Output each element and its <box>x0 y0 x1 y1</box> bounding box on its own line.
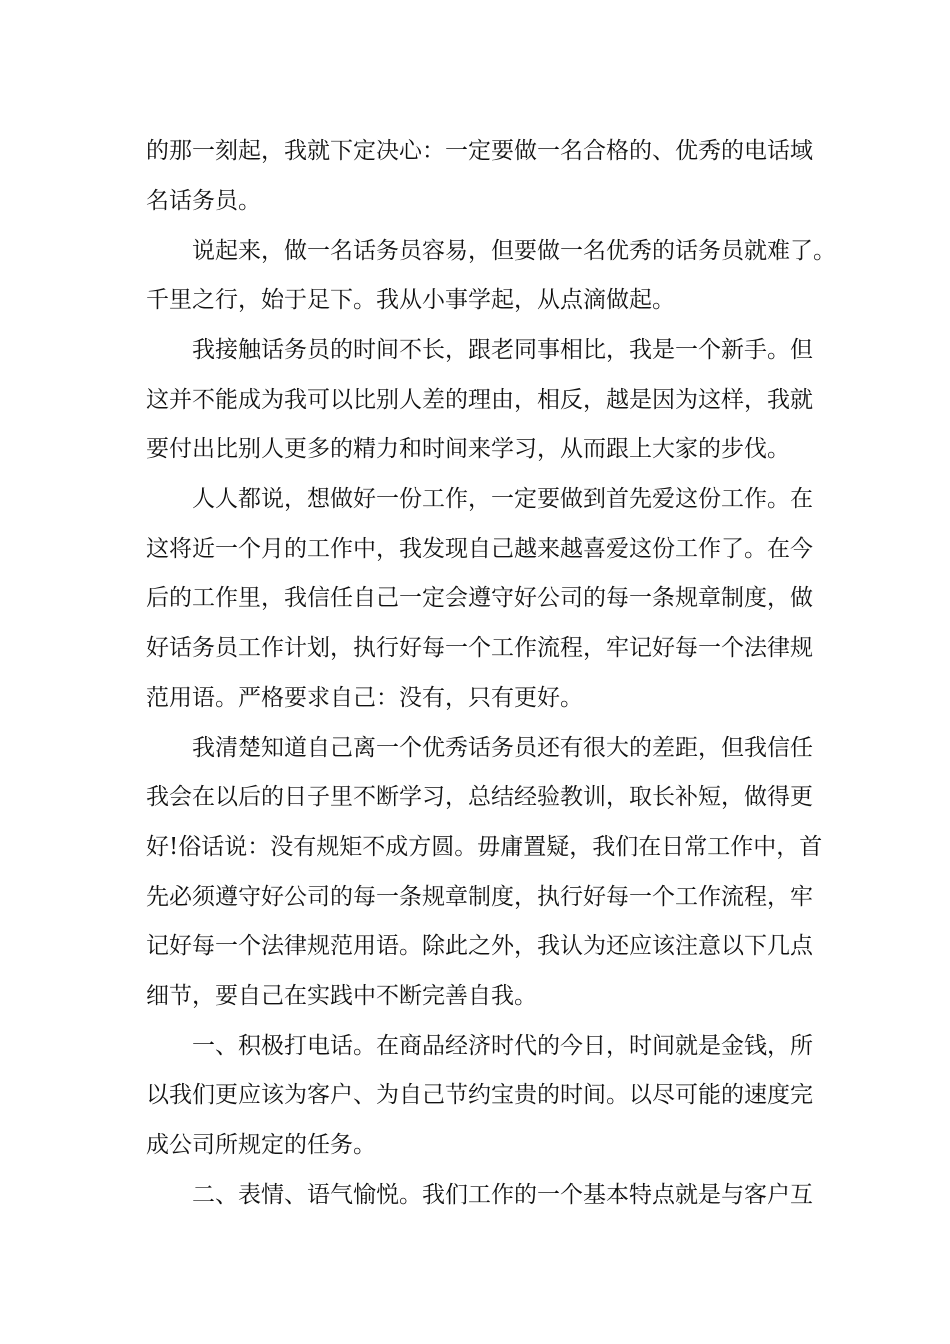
text-line: 成公司所规定的任务。 <box>146 1132 376 1158</box>
text-line: 人人都说，想做好一份工作，一定要做到首先爱这份工作。在 <box>192 486 813 512</box>
text-line: 名话务员。 <box>146 188 261 214</box>
text-line: 要付出比别人更多的精力和时间来学习，从而跟上大家的步伐。 <box>146 436 790 462</box>
text-line: 好!俗话说：没有规矩不成方圆。毋庸置疑，我们在日常工作中，首 <box>146 834 823 860</box>
text-line: 好话务员工作计划，执行好每一个工作流程，牢记好每一个法律规 <box>146 635 813 661</box>
text-line: 我接触话务员的时间不长，跟老同事相比，我是一个新手。但 <box>192 337 813 363</box>
text-line: 后的工作里，我信任自己一定会遵守好公司的每一条规章制度，做 <box>146 585 813 611</box>
text-line: 的那一刻起，我就下定决心：一定要做一名合格的、优秀的电话域 <box>146 138 813 164</box>
text-line: 一、积极打电话。在商品经济时代的今日，时间就是金钱，所 <box>192 1033 813 1059</box>
text-line: 我清楚知道自己离一个优秀话务员还有很大的差距，但我信任 <box>192 735 813 761</box>
text-line: 说起来，做一名话务员容易，但要做一名优秀的话务员就难了。 <box>192 238 836 264</box>
text-line: 细节，要自己在实践中不断完善自我。 <box>146 983 537 1009</box>
text-line: 以我们更应该为客户、为自己节约宝贵的时间。以尽可能的速度完 <box>146 1082 813 1108</box>
text-line: 先必须遵守好公司的每一条规章制度，执行好每一个工作流程，牢 <box>146 884 813 910</box>
text-line: 范用语。严格要求自己：没有，只有更好。 <box>146 685 583 711</box>
text-line: 千里之行，始于足下。我从小事学起，从点滴做起。 <box>146 287 675 313</box>
text-line: 这并不能成为我可以比别人差的理由，相反，越是因为这样，我就 <box>146 387 813 413</box>
text-line: 我会在以后的日子里不断学习，总结经验教训，取长补短，做得更 <box>146 784 813 810</box>
text-line: 这将近一个月的工作中，我发现自己越来越喜爱这份工作了。在今 <box>146 536 813 562</box>
text-line: 记好每一个法律规范用语。除此之外，我认为还应该注意以下几点 <box>146 933 813 959</box>
text-line: 二、表情、语气愉悦。我们工作的一个基本特点就是与客户互 <box>192 1182 813 1208</box>
